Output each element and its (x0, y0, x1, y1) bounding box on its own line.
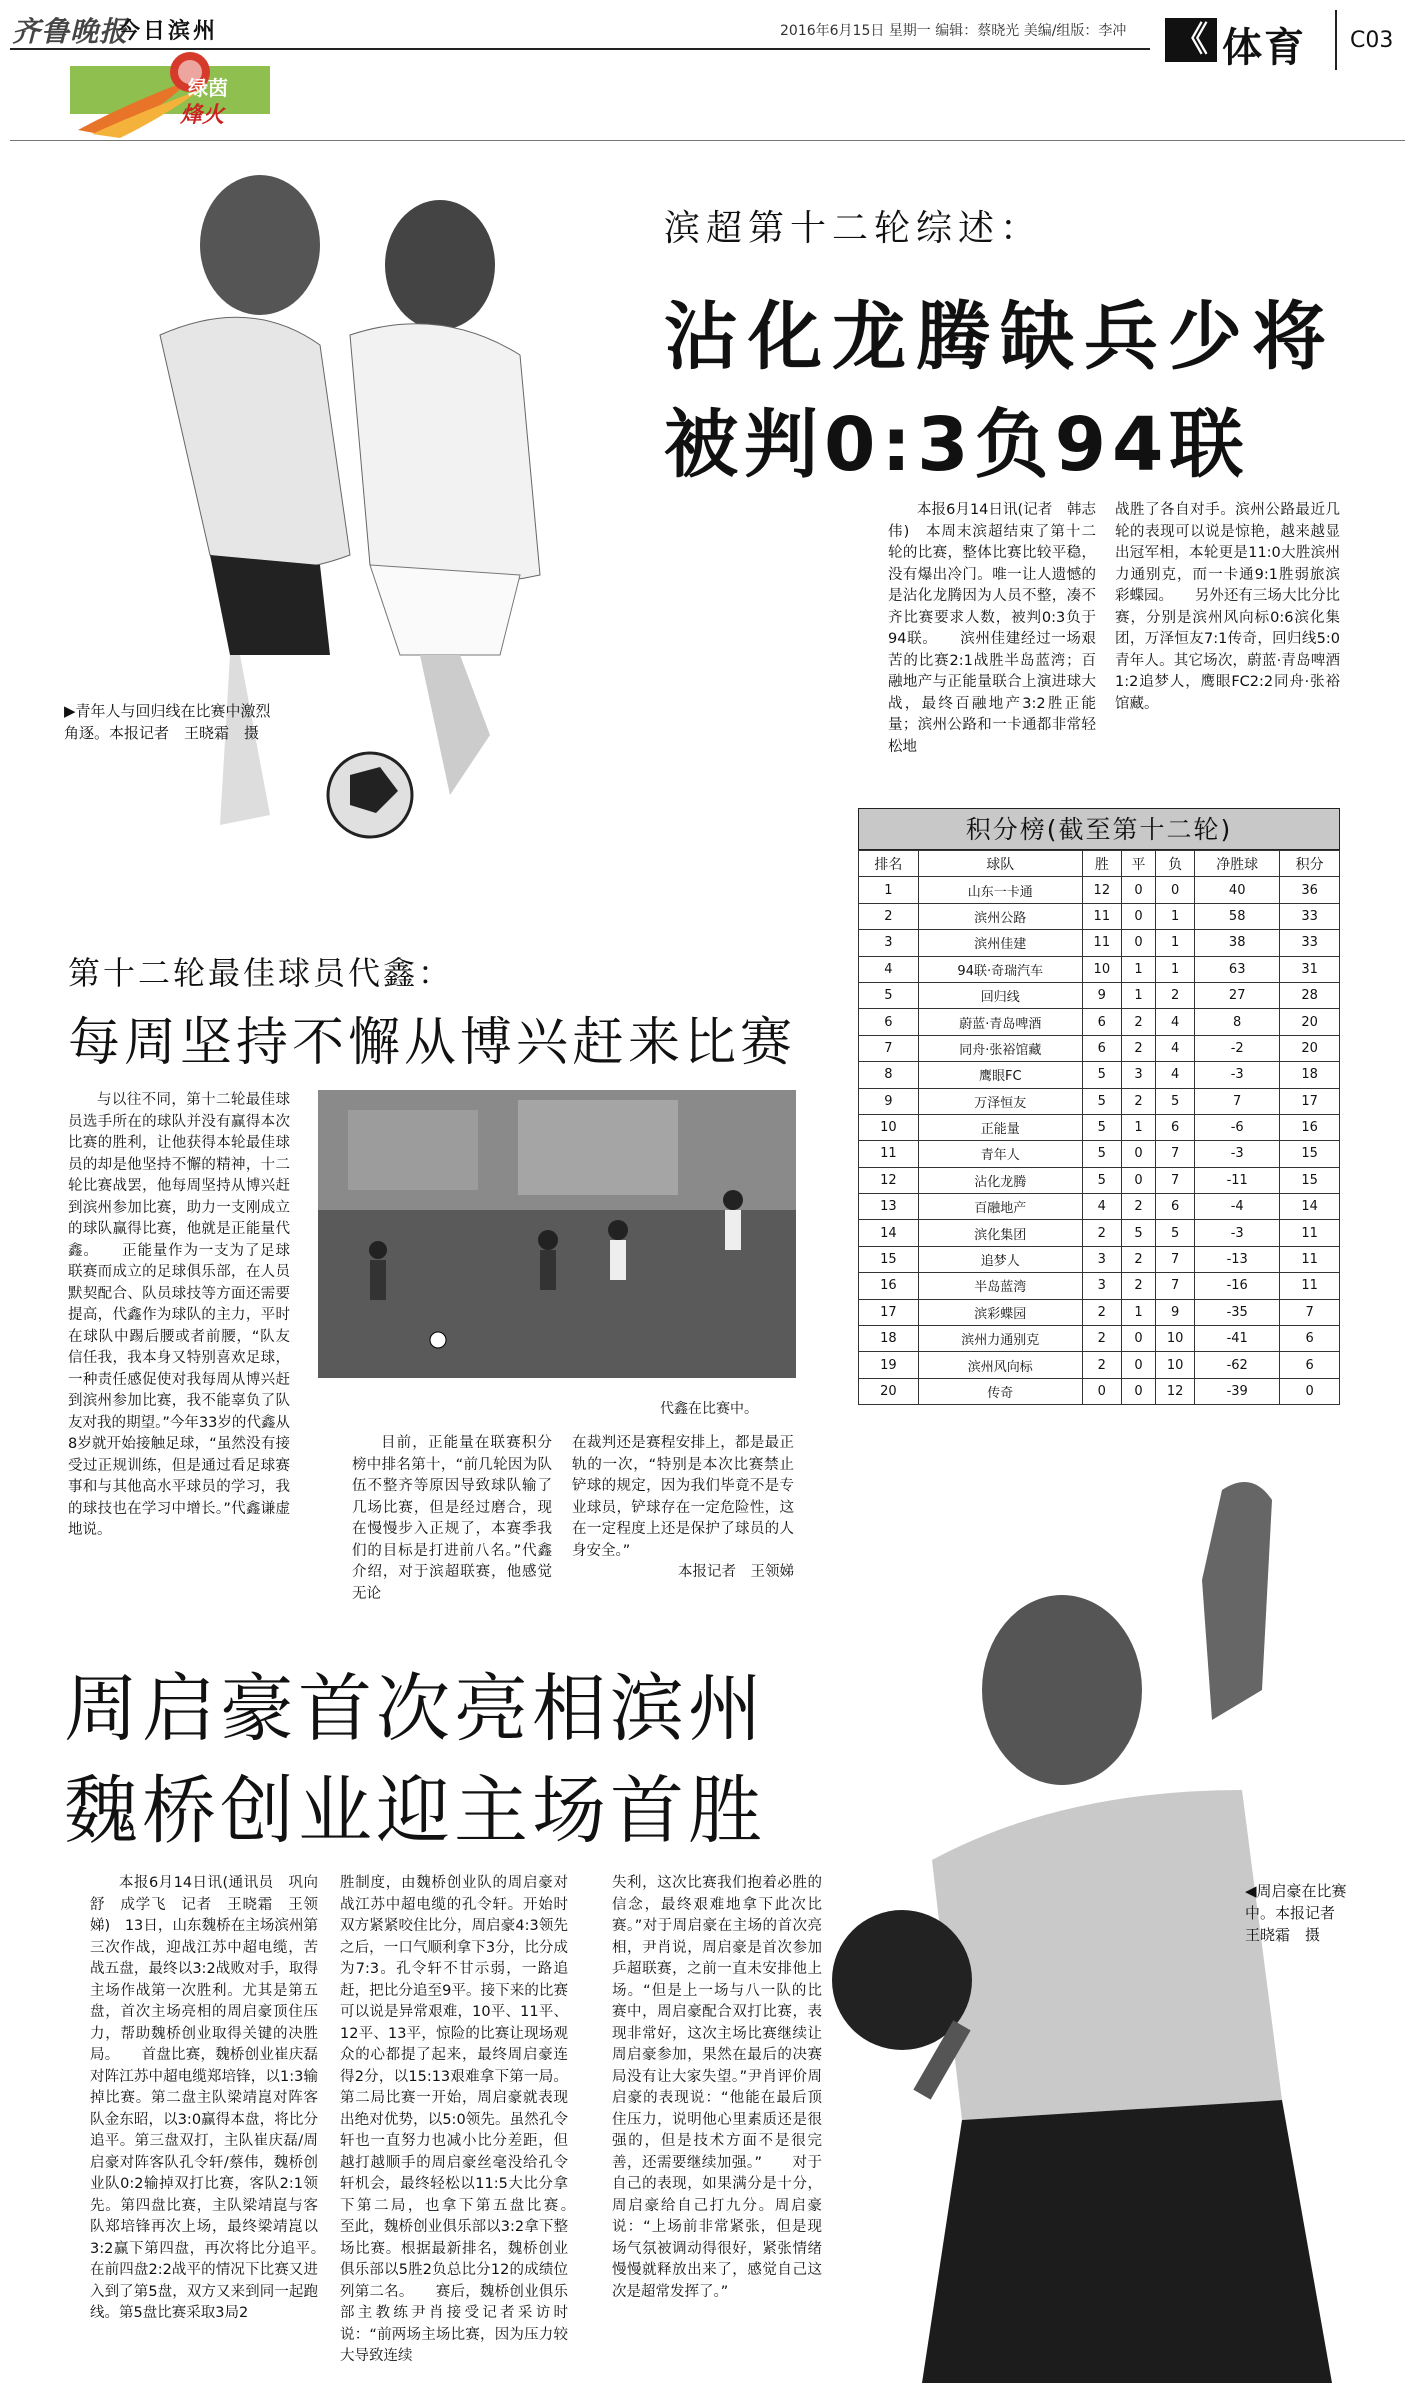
table-cell: 2 (1082, 1220, 1121, 1246)
table-cell: 33 (1280, 930, 1340, 956)
table-cell: 16 (1280, 1114, 1340, 1140)
table-cell: 20 (1280, 1009, 1340, 1035)
table-cell: 33 (1280, 903, 1340, 929)
table-cell: 0 (1121, 1167, 1155, 1193)
table-cell: 14 (859, 1220, 919, 1246)
paper-logo: 齐鲁晚报 (12, 15, 129, 48)
table-cell: 7 (1156, 1141, 1195, 1167)
football-match-photo (318, 1090, 796, 1378)
table-row (859, 1062, 1340, 1088)
table-cell: 1 (1156, 956, 1195, 982)
article1-headline-line2: 被判0:3负94联 (664, 402, 1250, 488)
table-cell: -13 (1195, 1246, 1280, 1272)
table-cell: 0 (1280, 1378, 1340, 1404)
table-cell: 11 (1280, 1220, 1340, 1246)
article2-byline: 本报记者 王领娣 (678, 1564, 794, 1580)
table-cell: 滨彩蝶园 (918, 1299, 1082, 1325)
table-cell: 15 (1280, 1141, 1340, 1167)
table-cell: 7 (859, 1035, 919, 1061)
article3-column1: 本报6月14日讯(通讯员 巩向舒 成学飞 记者 王晓霜 王领娣) 13日，山东魏桥在主场滨州第三次作战，迎战江苏中超电缆，苦战五盘，最终以3:2战败对手，取得主场作战第一次胜利。尤其是第五盘，首次主场亮相的周启豪顶住压力，帮助魏桥创业取得关键的决胜局。 首盘比赛，魏桥创业崔庆磊对阵江苏中超电缆郑培锋，以1:3输掉比赛。第二盘主队梁靖崑对阵客队金东昭，以3:0赢得本盘，将比分追平。第三盘双打，主队崔庆磊/周启豪对阵客队孔令轩/蔡伟，魏桥创业队0:2输掉双打比赛，客队2:1领先。第四盘比赛，主队梁靖崑与客队郑培锋再次上场，最终梁靖崑以3:2赢下第四盘，再次将比分追平。 在前四盘2:2战平的情况下比赛又进入到了第5盘，双方又来到同一起跑线。第5盘比赛采取3局2 (90, 1875, 347, 2321)
table-cell: 20 (859, 1378, 919, 1404)
table-cell: 4 (1156, 1009, 1195, 1035)
table-row (859, 1194, 1340, 1220)
table-cell: 6 (1156, 1194, 1195, 1220)
table-cell: 3 (859, 930, 919, 956)
photo-caption-players: ▶青年人与回归线在比赛中激烈角逐。本报记者 王晓霜 摄 (64, 702, 271, 742)
table-row (859, 1141, 1340, 1167)
page-number: C03 (1350, 28, 1394, 53)
standings-header-cell: 积分 (1280, 851, 1340, 877)
article2-column2: 目前，正能量在联赛积分榜中排名第十，“前几轮因为队伍不整齐等原因导致球队输了几场比赛，但是经过磨合，现在慢慢步入正规了，本赛季我们的目标是打进前八名。”代鑫介绍，对于滨超联赛，他感觉无论 (352, 1435, 552, 1602)
table-cell: 6 (1156, 1114, 1195, 1140)
table-cell: 2 (859, 903, 919, 929)
table-cell: 10 (1082, 956, 1121, 982)
table-cell: 40 (1195, 877, 1280, 903)
table-cell: 0 (1121, 1378, 1155, 1404)
table-row (859, 1299, 1340, 1325)
table-cell: -35 (1195, 1299, 1280, 1325)
table-row (859, 930, 1340, 956)
table-cell: 追梦人 (918, 1246, 1082, 1272)
table-cell: 传奇 (918, 1378, 1082, 1404)
table-cell: 5 (859, 982, 919, 1008)
table-cell: 2 (1121, 1088, 1155, 1114)
standings-grid (858, 850, 1340, 1405)
article1-kicker: 滨超第十二轮综述： (664, 208, 1043, 249)
article3-column3: 失利，这次比赛我们抱着必胜的信念，最终艰难地拿下此次比赛。”对于周启豪在主场的首次亮相，尹肖说，周启豪是首次参加乒超联赛，之前一直未安排他上场。“但是上一场与八一队的比赛中，周启豪配合双打比赛，表现非常好，这次主场比赛继续让周启豪参加，果然在最后的决赛局没有让大家失望。”尹肖评价周启豪的表现说：“他能在最后顶住压力，说明他心里素质还是很强的，但是技术方面不是很完善，还需要继续加强。” 对于自己的表现，如果满分是十分，周启豪给自己打九分。周启豪说：“上场前非常紧张，但是现场气氛被调动得很好，紧张情绪慢慢就释放出来了，感觉自己这次是超常发挥了。” (612, 1875, 822, 2300)
table-cell: 6 (1082, 1035, 1121, 1061)
table-row (859, 903, 1340, 929)
table-cell: 滨州风向标 (918, 1352, 1082, 1378)
table-cell: 10 (1156, 1326, 1195, 1352)
table-cell: 16 (859, 1273, 919, 1299)
table-row (859, 1035, 1340, 1061)
article2-column1: 与以往不同，第十二轮最佳球员选手所在的球队并没有赢得本次比赛的胜利，让他获得本轮最佳球员的却是他坚持不懈的精神，十二轮比赛战罢，他每周坚持从博兴赶到滨州参加比赛，助力一支刚成立的球队赢得比赛，他就是正能量代鑫。 正能量作为一支为了足球联赛而成立的足球俱乐部，在人员默契配合、队员球技等方面还需要提高，代鑫作为球队的主力，平时在球队中踢后腰或者前腰，“队友信任我，我本身又特别喜欢足球，一种责任感促使对我每周从博兴赶到滨州参加比赛，我不能辜负了队友对我的期望。”今年33岁的代鑫从8岁就开始接触足球，“虽然没有接受过正规训练，但是通过看足球赛事和与其他高水平球员的学习，我的球技也在学习中增长。”代鑫谦虚地说。 (68, 1092, 290, 1538)
table-cell: 38 (1195, 930, 1280, 956)
table-cell: 18 (1280, 1062, 1340, 1088)
article2-column3 (572, 1433, 794, 1581)
table-cell: 9 (1082, 982, 1121, 1008)
table-cell: 2 (1121, 1194, 1155, 1220)
table-cell: 0 (1121, 1141, 1155, 1167)
table-cell: 沾化龙腾 (918, 1167, 1082, 1193)
article1-column2: 战胜了各自对手。滨州公路最近几轮的表现可以说是惊艳，越来越显出冠军相，本轮更是11:0大胜滨州力通别克，而一卡通9:1胜弱旅滨彩蝶园。 另外还有三场大比分比赛，分别是滨州风向标0:6滨化集团，万泽恒友7:1传奇，回归线5:0青年人。其它场次，蔚蓝·青岛啤酒1:2追梦人，鹰眼FC2:2同舟·张裕馆藏。 (1115, 502, 1340, 712)
table-cell: 0 (1121, 877, 1155, 903)
table-cell: 0 (1156, 877, 1195, 903)
table-cell: -39 (1195, 1378, 1280, 1404)
table-cell: 正能量 (918, 1114, 1082, 1140)
table-cell: 山东一卡通 (918, 877, 1082, 903)
issue-meta: 2016年6月15日 星期一 编辑：蔡晓光 美编/组版：李冲 (780, 23, 1127, 39)
table-cell: 半岛蓝湾 (918, 1273, 1082, 1299)
table-cell: 1 (1121, 956, 1155, 982)
table-cell: -16 (1195, 1273, 1280, 1299)
column-badge-word1: 绿茵 (188, 76, 228, 100)
table-cell: -3 (1195, 1062, 1280, 1088)
table-cell: 百融地产 (918, 1194, 1082, 1220)
table-cell: 青年人 (918, 1141, 1082, 1167)
photo-caption-table-tennis: ◀周启豪在比赛中。本报记者 王晓霜 摄 (1245, 1882, 1351, 1944)
table-row (859, 1167, 1340, 1193)
table-cell: 12 (859, 1167, 919, 1193)
table-cell: 4 (1156, 1062, 1195, 1088)
table-cell: 6 (1280, 1326, 1340, 1352)
table-row (859, 1273, 1340, 1299)
table-cell: 15 (1280, 1167, 1340, 1193)
table-row (859, 982, 1340, 1008)
table-cell: 2 (1121, 1246, 1155, 1272)
table-cell: -62 (1195, 1352, 1280, 1378)
table-cell: 28 (1280, 982, 1340, 1008)
table-cell: 6 (1280, 1352, 1340, 1378)
table-cell: 0 (1121, 1352, 1155, 1378)
article2-headline: 每周坚持不懈从博兴赶来比赛 (68, 1013, 797, 1073)
table-cell: 11 (859, 1141, 919, 1167)
table-cell: 0 (1082, 1378, 1121, 1404)
table-cell: -3 (1195, 1220, 1280, 1246)
table-cell: -2 (1195, 1035, 1280, 1061)
standings-header-cell: 负 (1156, 851, 1195, 877)
table-cell: 0 (1121, 930, 1155, 956)
table-cell: 3 (1082, 1246, 1121, 1272)
table-cell: 6 (859, 1009, 919, 1035)
table-cell: 12 (1156, 1378, 1195, 1404)
table-cell: 5 (1082, 1114, 1121, 1140)
table-row (859, 1352, 1340, 1378)
table-cell: 5 (1121, 1220, 1155, 1246)
table-cell: -6 (1195, 1114, 1280, 1140)
table-cell: 7 (1156, 1167, 1195, 1193)
table-cell: 滨化集团 (918, 1220, 1082, 1246)
article2-kicker: 第十二轮最佳球员代鑫： (68, 954, 454, 992)
standings-header-cell: 球队 (918, 851, 1082, 877)
table-cell: 滨州力通别克 (918, 1326, 1082, 1352)
standings-header-cell: 平 (1121, 851, 1155, 877)
table-cell: 7 (1195, 1088, 1280, 1114)
table-cell: 1 (1121, 1114, 1155, 1140)
table-cell: 滨州公路 (918, 903, 1082, 929)
table-cell: 17 (859, 1299, 919, 1325)
standings-header-cell: 胜 (1082, 851, 1121, 877)
table-row (859, 1088, 1340, 1114)
table-cell: 5 (1082, 1062, 1121, 1088)
table-cell: 1 (1121, 982, 1155, 1008)
table-row (859, 1114, 1340, 1140)
standings-table (858, 808, 1340, 1405)
table-cell: 11 (1082, 903, 1121, 929)
table-cell: 0 (1121, 1326, 1155, 1352)
table-cell: -3 (1195, 1141, 1280, 1167)
table-cell: 10 (859, 1114, 919, 1140)
table-cell: -11 (1195, 1167, 1280, 1193)
table-cell: 19 (859, 1352, 919, 1378)
local-edition-label: 今日滨州 (118, 19, 219, 44)
table-cell: 12 (1082, 877, 1121, 903)
table-cell: 13 (859, 1194, 919, 1220)
table-row (859, 1326, 1340, 1352)
column-badge-word2: 烽火 (180, 103, 225, 128)
table-cell: 5 (1156, 1088, 1195, 1114)
table-cell: 11 (1280, 1273, 1340, 1299)
table-cell: 蔚蓝·青岛啤酒 (918, 1009, 1082, 1035)
table-cell: 5 (1082, 1088, 1121, 1114)
table-cell: 2 (1121, 1035, 1155, 1061)
table-cell: 9 (859, 1088, 919, 1114)
standings-header-cell: 排名 (859, 851, 919, 877)
article1-headline-line1: 沾化龙腾缺兵少将 (664, 294, 1336, 380)
table-cell: 同舟·张裕馆藏 (918, 1035, 1082, 1061)
section-marker-icon: 《 (1165, 18, 1217, 62)
table-cell: 2 (1082, 1326, 1121, 1352)
table-cell: 1 (1121, 1299, 1155, 1325)
table-cell: 8 (1195, 1009, 1280, 1035)
table-cell: 2 (1156, 982, 1195, 1008)
table-cell: 0 (1121, 903, 1155, 929)
table-cell: 7 (1156, 1246, 1195, 1272)
standings-header-cell: 净胜球 (1195, 851, 1280, 877)
table-cell: 滨州佳建 (918, 930, 1082, 956)
table-cell: -41 (1195, 1326, 1280, 1352)
table-cell: 11 (1082, 930, 1121, 956)
article3-headline-line1: 周启豪首次亮相滨州 (64, 1666, 766, 1752)
table-cell: 2 (1082, 1352, 1121, 1378)
table-cell: 20 (1280, 1035, 1340, 1061)
table-cell: 94联·奇瑞汽车 (918, 956, 1082, 982)
table-row (859, 1009, 1340, 1035)
table-cell: 2 (1082, 1299, 1121, 1325)
table-cell: 7 (1156, 1273, 1195, 1299)
table-cell: 1 (1156, 903, 1195, 929)
table-cell: 63 (1195, 956, 1280, 982)
table-cell: 鹰眼FC (918, 1062, 1082, 1088)
table-cell: 4 (1156, 1035, 1195, 1061)
table-cell: 3 (1082, 1273, 1121, 1299)
table-cell: 15 (859, 1246, 919, 1272)
table-row (859, 877, 1340, 903)
table-cell: 17 (1280, 1088, 1340, 1114)
table-cell: 5 (1082, 1167, 1121, 1193)
table-cell: 27 (1195, 982, 1280, 1008)
table-cell: 1 (1156, 930, 1195, 956)
table-cell: 2 (1121, 1273, 1155, 1299)
table-cell: 10 (1156, 1352, 1195, 1378)
article3-headline-line2: 魏桥创业迎主场首胜 (64, 1768, 766, 1854)
table-cell: 2 (1121, 1009, 1155, 1035)
standings-title: 积分榜(截至第十二轮) (858, 808, 1340, 850)
table-cell: 4 (859, 956, 919, 982)
table-cell: 18 (859, 1326, 919, 1352)
table-cell: 58 (1195, 903, 1280, 929)
table-row (859, 1220, 1340, 1246)
section-divider (1335, 10, 1337, 70)
table-row (859, 1378, 1340, 1404)
table-cell: 5 (1156, 1220, 1195, 1246)
table-cell: 3 (1121, 1062, 1155, 1088)
table-cell: 9 (1156, 1299, 1195, 1325)
table-cell: 36 (1280, 877, 1340, 903)
table-cell: 7 (1280, 1299, 1340, 1325)
table-row (859, 956, 1340, 982)
section-name: 体育 (1222, 25, 1306, 71)
table-cell: 11 (1280, 1246, 1340, 1272)
article3-column2: 胜制度，由魏桥创业队的周启豪对战江苏中超电缆的孔令轩。开始时双方紧紧咬住比分，周启豪4:3领先之后，一口气顺利拿下3分，比分成为7:3。孔令轩不甘示弱，一路追赶，把比分追至9平。接下来的比赛可以说是异常艰难，10平、11平、12平、13平，惊险的比赛让现场观众的心都提了起来，最终周启豪连得2分，以15:13艰难拿下第一局。第二局比赛一开始，周启豪就表现出绝对优势，以5:0领先。虽然孔令轩也一直努力也减小比分差距，但越打越顺手的周启豪丝毫没给孔令轩机会，最终轻松以11:5大比分拿下第二局，也拿下第五盘比赛。 至此，魏桥创业俱乐部以3:2拿下整场比赛。根据最新排名，魏桥创业俱乐部以5胜2负总比分12的成绩位列第二名。 赛后，魏桥创业俱乐部主教练尹肖接受记者采访时说：“前两场主场比赛，因为压力较大导致连续 (340, 1875, 597, 2364)
table-cell: 5 (1082, 1141, 1121, 1167)
table-row (859, 1246, 1340, 1272)
table-cell: 6 (1082, 1009, 1121, 1035)
table-cell: 31 (1280, 956, 1340, 982)
article1-column1: 本报6月14日讯(记者 韩志伟) 本周末滨超结束了第十二轮的比赛，整体比赛比较平稳，没有爆出冷门。唯一让人遗憾的是沾化龙腾因为人员不整，凑不齐比赛要求人数，被判0:3负于94联。 滨州佳建经过一场艰苦的比赛2:1战胜半岛蓝湾；百融地产与正能量联合上演进球大战，最终百融地产3:2胜正能量；滨州公路和一卡通都非常轻松地 (888, 502, 1096, 755)
table-cell: -4 (1195, 1194, 1280, 1220)
table-cell: 14 (1280, 1194, 1340, 1220)
table-cell: 1 (859, 877, 919, 903)
photo-caption-match: 代鑫在比赛中。 (660, 1401, 758, 1417)
table-cell: 4 (1082, 1194, 1121, 1220)
article2-column3-text: 在裁判还是赛程安排上，都是最正轨的一次，“特别是本次比赛禁止铲球的规定，因为我们毕竟不是专业球员，铲球存在一定危险性，这在一定程度上还是保护了球员的人身安全。” (572, 1435, 794, 1559)
table-cell: 8 (859, 1062, 919, 1088)
table-cell: 回归线 (918, 982, 1082, 1008)
table-cell: 万泽恒友 (918, 1088, 1082, 1114)
